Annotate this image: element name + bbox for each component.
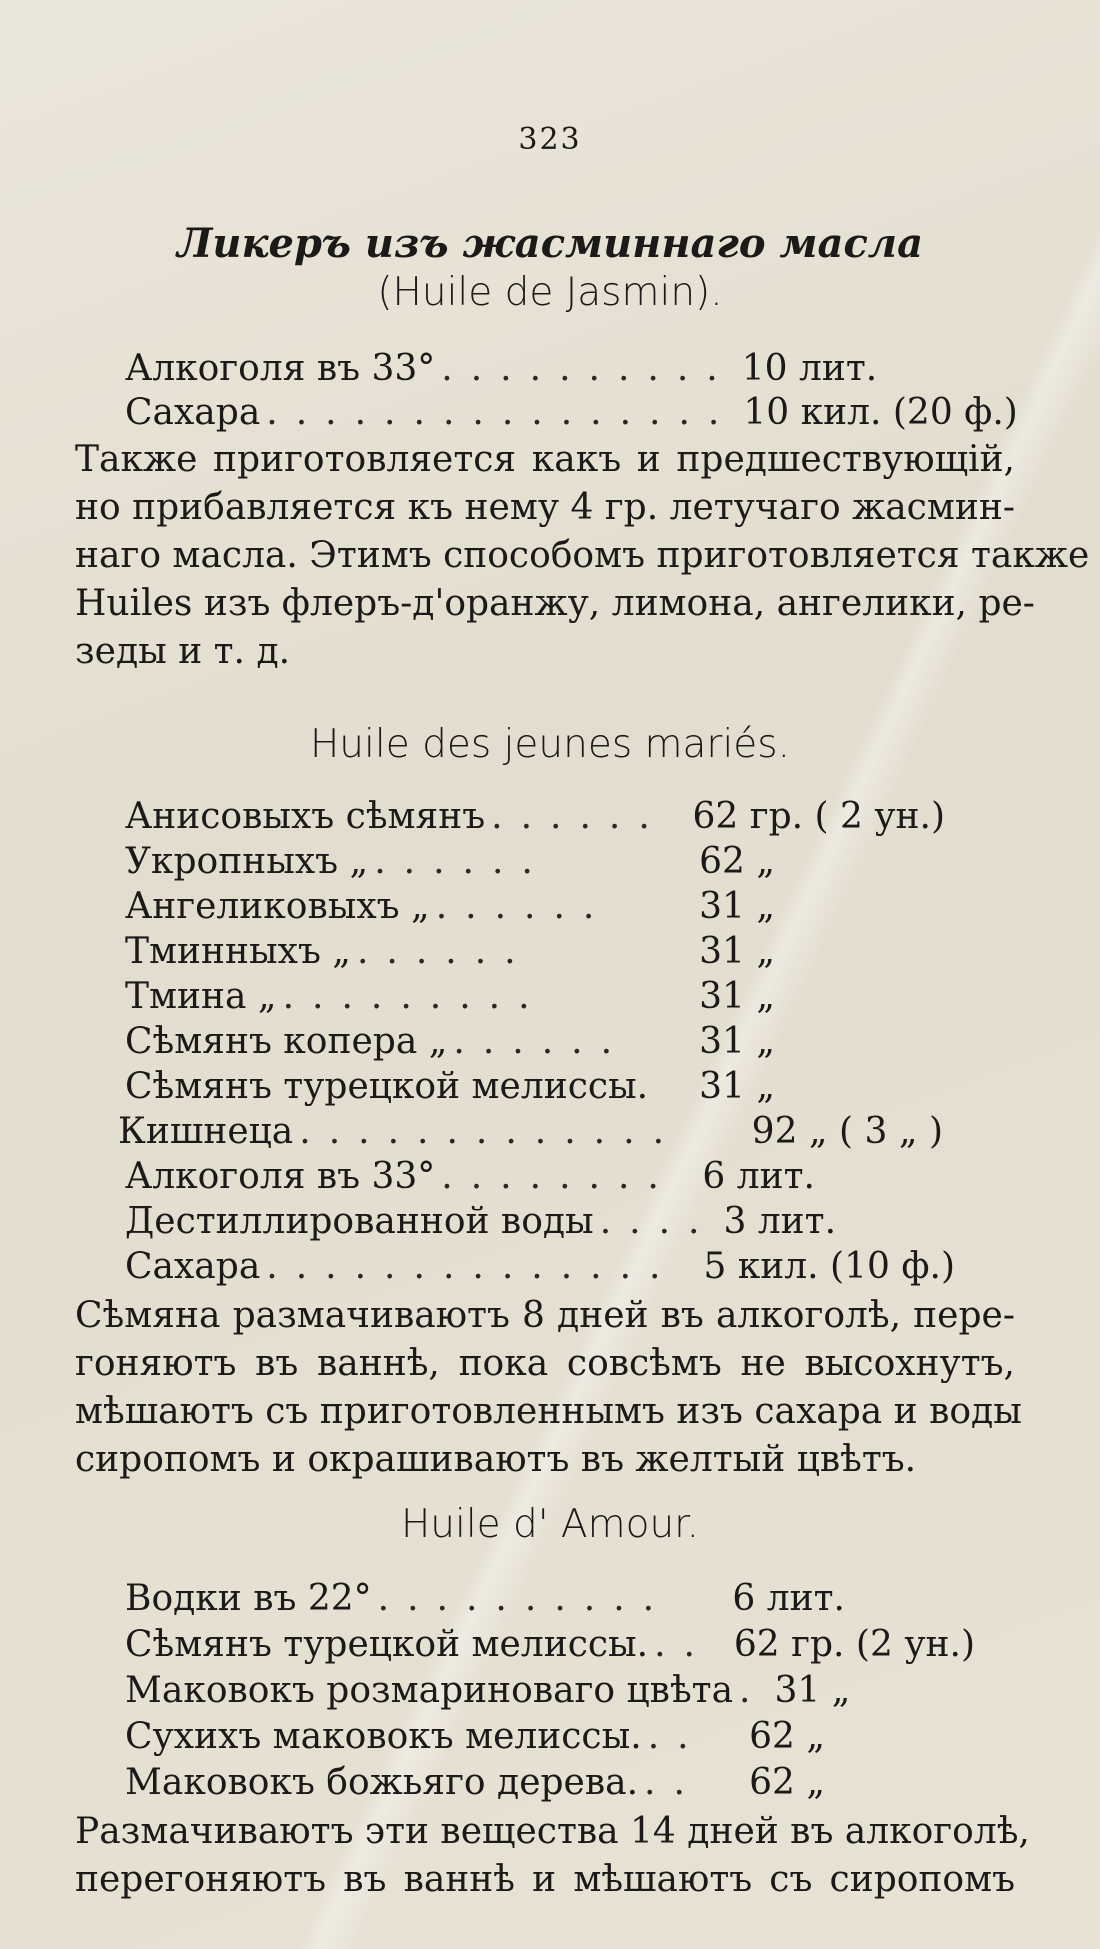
ingredient-amount: 31 „ [774, 1670, 851, 1711]
paragraph-jasmin [75, 436, 1090, 676]
leader-dots: ...... [435, 886, 613, 927]
ingredient-name: Маковокъ розмариноваго цвѣта [125, 1670, 734, 1711]
ingredient-row [125, 796, 945, 840]
ingredient-amount: 92 „ ( 3 „ ) [751, 1111, 943, 1152]
ingredient-name: Ангеликовыхъ „ [125, 886, 430, 927]
text-line: сиропомъ и окрашиваютъ въ желтый цвѣтъ. [75, 1439, 917, 1480]
section-heading-amour: Huile d' Amour. [400, 1502, 700, 1547]
leader-dots: .......... [441, 348, 736, 389]
ingredient-row [125, 976, 775, 1020]
ingredient-name: Маковокъ божьяго дерева. [125, 1762, 639, 1803]
ingredient-row [125, 1624, 975, 1668]
leader-dots: .......... [377, 1578, 673, 1619]
leader-dots: ......... [282, 976, 548, 1017]
ingredient-name: Кишнеца [118, 1111, 294, 1152]
ingredient-amount: 3 лит. [723, 1201, 837, 1242]
leader-dots: ................ [266, 392, 738, 433]
ingredient-amount: 10 кил. (20 ф.) [743, 392, 1018, 433]
ingredient-row [125, 1201, 837, 1245]
leader-dots: . [739, 1670, 769, 1711]
ingredient-amount: 31 „ [699, 1021, 775, 1062]
leader-dots: ...... [374, 841, 551, 882]
leader-dots: .. [647, 1716, 707, 1757]
ingredient-amount: 5 кил. (10 ф.) [703, 1246, 955, 1287]
ingredient-amount: 31 „ [699, 886, 775, 927]
ingredient-row [125, 886, 775, 930]
ingredient-name: Алкоголя въ 33° [125, 348, 436, 389]
leader-dots: ...... [356, 931, 534, 972]
ingredient-row [125, 348, 878, 392]
ingredient-name: Дестиллированной воды [125, 1201, 594, 1242]
text-line: мѣшаютъ съ приготовленнымъ изъ сахара и воды [75, 1391, 1022, 1432]
leader-dots: ........ [441, 1156, 677, 1197]
leader-dots: ...... [491, 796, 668, 837]
ingredient-amount: 6 лит. [732, 1578, 845, 1619]
page-number: 323 [518, 122, 582, 157]
text-line: наго масла. Этимъ способомъ приготовляется также [75, 535, 1090, 576]
ingredient-name: Сахара [125, 1246, 261, 1287]
ingredient-row [125, 1670, 851, 1714]
ingredient-amount: 62 „ [699, 841, 775, 882]
ingredient-name: Сѣмянъ турецкой мелиссы. [125, 1066, 649, 1107]
ingredient-row [125, 1578, 845, 1622]
ingredient-name: Сѣмянъ копера „ [125, 1021, 448, 1062]
ingredient-amount: 31 „ [699, 1066, 775, 1107]
paragraph-jeunes-maries [75, 1292, 1022, 1484]
ingredient-row [125, 1021, 775, 1065]
ingredient-row [125, 392, 1018, 436]
leader-dots: .. [654, 1624, 713, 1665]
leader-dots: ............. [299, 1111, 683, 1152]
ingredient-row [125, 1156, 815, 1200]
ingredient-amount: 62 гр. (2 ун.) [733, 1624, 975, 1665]
leader-dots: .. [644, 1762, 703, 1803]
section-subtitle-jasmin: (Huile de Jasmin). [377, 270, 723, 315]
ingredient-row [125, 1246, 955, 1290]
ingredient-name: Сѣмянъ турецкой мелиссы. [125, 1624, 649, 1665]
ingredient-amount: 31 „ [699, 976, 775, 1017]
ingredient-name: Укропныхъ „ [125, 841, 369, 882]
ingredient-row [125, 1762, 825, 1806]
ingredient-name: Сухихъ маковокъ мелиссы. [125, 1716, 642, 1757]
ingredient-name: Анисовыхъ сѣмянъ [125, 796, 486, 837]
ingredient-row [118, 1111, 943, 1155]
ingredient-name: Сахара [125, 392, 261, 433]
ingredient-amount: 62 гр. ( 2 ун.) [692, 796, 945, 837]
leader-dots: .... [599, 1201, 718, 1242]
section-heading-jeunes-maries: Huile des jeunes mariés. [309, 722, 791, 767]
text-line: гоняютъ въ ваннѣ, пока совсѣмъ не высохнутъ, [75, 1343, 1015, 1384]
ingredient-name: Водки въ 22° [125, 1578, 372, 1619]
ingredient-row [125, 1716, 825, 1760]
ingredient-amount: 6 лит. [702, 1156, 815, 1197]
text-line: Сѣмяна размачиваютъ 8 дней въ алкоголѣ, пере- [75, 1295, 1015, 1336]
text-line: Также приготовляется какъ и предшествующій, [75, 439, 1015, 480]
ingredient-amount: 62 „ [749, 1762, 825, 1803]
ingredient-amount: 10 лит. [741, 348, 878, 389]
leader-dots: ...... [453, 1021, 631, 1062]
section-title-jasmin: Ликеръ изъ жасминнаго масла [176, 220, 923, 267]
ingredient-name: Тминныхъ „ [125, 931, 351, 972]
leader-dots: .............. [266, 1246, 679, 1287]
text-line: перегоняютъ въ ваннѣ и мѣшаютъ съ сиропомъ [75, 1859, 1015, 1900]
text-line: Huiles изъ флеръ-д'оранжу, лимона, ангелики, ре- [75, 583, 1035, 624]
ingredient-amount: 62 „ [749, 1716, 825, 1757]
ingredient-row [125, 931, 775, 975]
ingredient-name: Тмина „ [125, 976, 277, 1017]
text-line: но прибавляется къ нему 4 гр. летучаго жасмин- [75, 487, 1015, 528]
ingredient-name: Алкоголя въ 33° [125, 1156, 436, 1197]
ingredient-row [125, 1066, 775, 1110]
ingredient-amount: 31 „ [699, 931, 775, 972]
ingredient-row [125, 841, 775, 885]
paragraph-amour [75, 1808, 1030, 1904]
text-line: Размачиваютъ эти вещества 14 дней въ алкоголѣ, [75, 1811, 1030, 1852]
text-line: зеды и т. д. [75, 631, 291, 672]
